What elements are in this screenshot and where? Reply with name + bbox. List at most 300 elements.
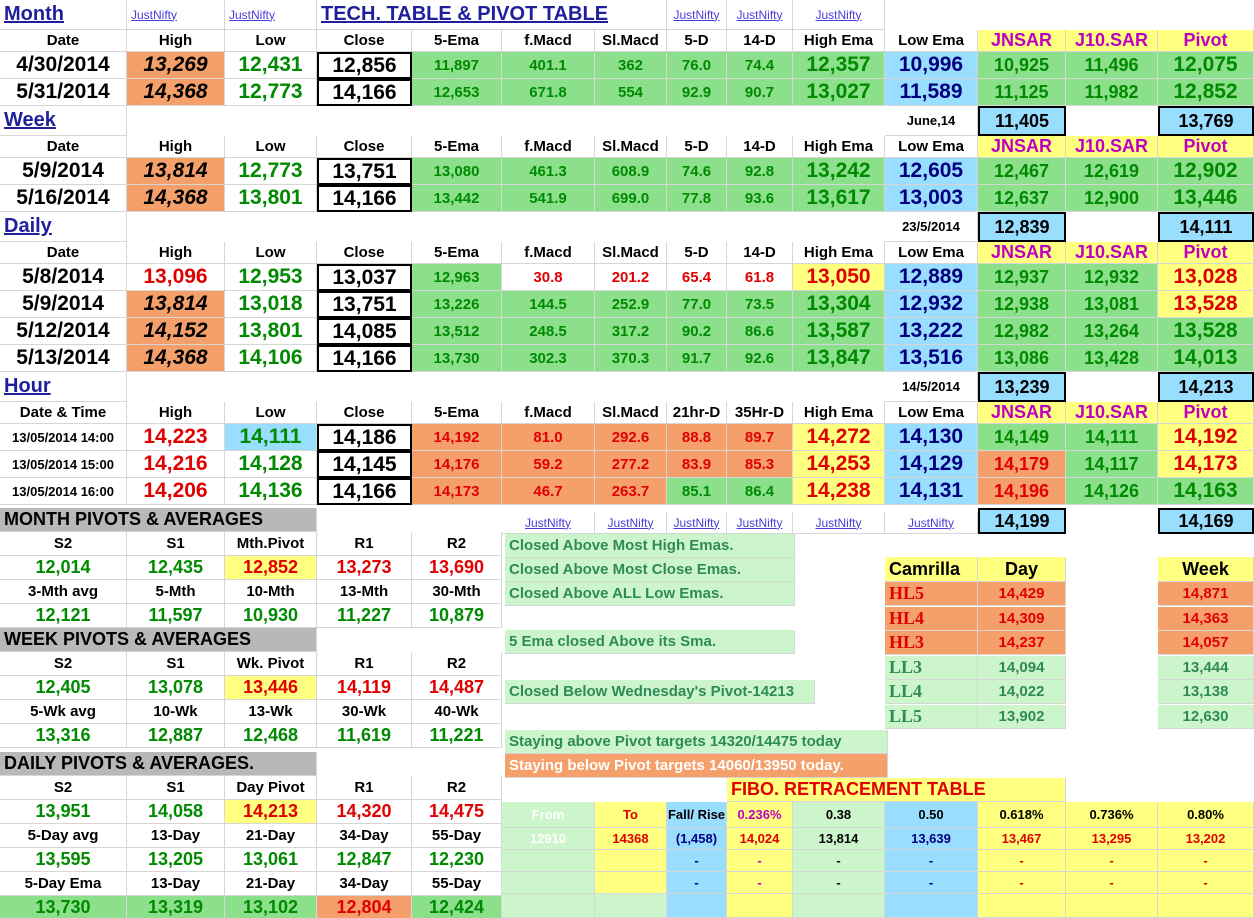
camarilla-level-label: LL3 — [885, 656, 978, 680]
forecast-pivot: 14,213 — [1158, 372, 1254, 402]
cell-high-ema: 13,587 — [793, 318, 885, 345]
cell-d5: 92.9 — [667, 79, 727, 106]
camarilla-day-value: 13,902 — [978, 705, 1066, 729]
col-header-d5: 5-D — [667, 30, 727, 52]
cell-fmacd: 59.2 — [502, 451, 595, 478]
camarilla-day-value: 14,429 — [978, 582, 1066, 606]
cell-jnsar: 14,149 — [978, 424, 1066, 451]
camarilla-day-value: 14,237 — [978, 631, 1066, 655]
cell-high: 14,206 — [127, 478, 225, 505]
camarilla-level-label: HL5 — [885, 582, 978, 606]
fibo-value: 13,639 — [885, 828, 978, 850]
fibo-blank — [595, 850, 667, 872]
cell-low: 13,801 — [225, 185, 317, 212]
cell-d14: 90.7 — [727, 79, 793, 106]
pivot-label: S2 — [0, 532, 127, 556]
cell-slmacd: 263.7 — [595, 478, 667, 505]
cell-d14: 86.6 — [727, 318, 793, 345]
cell-slmacd: 292.6 — [595, 424, 667, 451]
cell-low: 14,136 — [225, 478, 317, 505]
avg-label: 40-Wk — [412, 700, 502, 724]
pivot-label: R2 — [412, 652, 502, 676]
fibo-empty — [978, 894, 1066, 918]
col-header-slmacd: Sl.Macd — [595, 30, 667, 52]
cell-low-ema: 13,003 — [885, 185, 978, 212]
cell-fmacd: 461.3 — [502, 158, 595, 185]
fibo-header: Fall/ Rise — [667, 802, 727, 828]
avg-value: 12,887 — [127, 724, 225, 748]
pivot-value: 12,405 — [0, 676, 127, 700]
ema-label: 21-Day — [225, 872, 317, 896]
col-header-jnsar: JNSAR — [978, 242, 1066, 264]
cell-low-ema: 10,996 — [885, 52, 978, 79]
fibo-value: 13,295 — [1066, 828, 1158, 850]
col-header-close: Close — [317, 30, 412, 52]
cell-pivot: 14,013 — [1158, 345, 1254, 372]
fibo-empty — [595, 894, 667, 918]
cell-d14: 92.6 — [727, 345, 793, 372]
cell-pivot: 14,173 — [1158, 451, 1254, 478]
camarilla-level-label: LL4 — [885, 680, 978, 704]
avg-label: 3-Mth avg — [0, 580, 127, 604]
fibo-header: 0.50 — [885, 802, 978, 828]
cell-ema5: 13,512 — [412, 318, 502, 345]
note: Closed Below Wednesday's Pivot-14213 — [505, 680, 815, 704]
avg-value: 12,847 — [317, 848, 412, 872]
note: Closed Above Most Close Emas. — [505, 558, 795, 582]
camarilla-week-label: Week — [1158, 557, 1254, 582]
cell-high: 14,223 — [127, 424, 225, 451]
pivots-title: DAILY PIVOTS & AVERAGES. — [0, 752, 317, 776]
avg-label: 5-Mth — [127, 580, 225, 604]
fibo-blank: - — [978, 872, 1066, 894]
justnifty-link[interactable]: JustNifty — [885, 512, 978, 534]
camarilla-week-value: 14,057 — [1158, 631, 1254, 655]
cell-date: 13/05/2014 14:00 — [0, 424, 127, 451]
col-header-close: Close — [317, 136, 412, 158]
justnifty-link[interactable]: JustNifty — [225, 0, 317, 30]
cell-high: 14,368 — [127, 345, 225, 372]
avg-label: 13-Mth — [317, 580, 412, 604]
cell-d5: 85.1 — [667, 478, 727, 505]
cell-slmacd: 252.9 — [595, 291, 667, 318]
pivot-value: 13,951 — [0, 800, 127, 824]
cell-slmacd: 362 — [595, 52, 667, 79]
cell-j10sar: 13,081 — [1066, 291, 1158, 318]
cell-high-ema: 13,027 — [793, 79, 885, 106]
avg-value: 11,221 — [412, 724, 502, 748]
ema-label: 5-Day Ema — [0, 872, 127, 896]
ema-label: 13-Day — [127, 872, 225, 896]
ema-value: 13,730 — [0, 896, 127, 918]
cell-d5: 76.0 — [667, 52, 727, 79]
pivot-value: 12,852 — [225, 556, 317, 580]
cell-close: 14,166 — [317, 79, 412, 106]
col-header-ema5: 5-Ema — [412, 242, 502, 264]
col-header-d5: 5-D — [667, 242, 727, 264]
fibo-blank: - — [727, 872, 793, 894]
camarilla-week-value: 14,363 — [1158, 607, 1254, 631]
col-header-close: Close — [317, 242, 412, 264]
fibo-blank: - — [793, 850, 885, 872]
avg-value: 12,121 — [0, 604, 127, 628]
cell-high-ema: 14,253 — [793, 451, 885, 478]
col-header-ema5: 5-Ema — [412, 30, 502, 52]
cell-low-ema: 13,516 — [885, 345, 978, 372]
cell-low-ema: 12,605 — [885, 158, 978, 185]
fibo-blank: - — [667, 872, 727, 894]
col-header-high: High — [127, 402, 225, 424]
forecast-pivot: 13,769 — [1158, 106, 1254, 136]
col-header-high: High — [127, 136, 225, 158]
fibo-empty — [885, 894, 978, 918]
fibo-empty — [1158, 894, 1254, 918]
note: 5 Ema closed Above its Sma. — [505, 630, 795, 654]
cell-d5: 88.8 — [667, 424, 727, 451]
cell-low-ema: 14,130 — [885, 424, 978, 451]
ema-value: 13,319 — [127, 896, 225, 918]
cell-pivot: 12,852 — [1158, 79, 1254, 106]
ema-value: 13,102 — [225, 896, 317, 918]
cell-close: 13,037 — [317, 264, 412, 291]
pivots-title: WEEK PIVOTS & AVERAGES — [0, 628, 317, 652]
justnifty-link[interactable]: JustNifty — [595, 512, 667, 534]
pivot-label: R1 — [317, 652, 412, 676]
cell-j10sar: 14,126 — [1066, 478, 1158, 505]
pivot-label: R2 — [412, 776, 502, 800]
cell-close: 13,751 — [317, 158, 412, 185]
cell-close: 14,085 — [317, 318, 412, 345]
cell-fmacd: 541.9 — [502, 185, 595, 212]
cell-high-ema: 12,357 — [793, 52, 885, 79]
cell-date: 5/9/2014 — [0, 291, 127, 318]
cell-d5: 90.2 — [667, 318, 727, 345]
cell-jnsar: 10,925 — [978, 52, 1066, 79]
cell-date: 5/8/2014 — [0, 264, 127, 291]
cell-low-ema: 12,889 — [885, 264, 978, 291]
cell-j10sar: 14,117 — [1066, 451, 1158, 478]
cell-low: 14,111 — [225, 424, 317, 451]
col-header-d14: 14-D — [727, 242, 793, 264]
cell-ema5: 13,080 — [412, 158, 502, 185]
cell-jnsar: 12,938 — [978, 291, 1066, 318]
fibo-value: 13,467 — [978, 828, 1066, 850]
section-title-week: Week — [0, 106, 127, 136]
avg-value: 11,597 — [127, 604, 225, 628]
col-header-jnsar: JNSAR — [978, 136, 1066, 158]
cell-slmacd: 608.9 — [595, 158, 667, 185]
cell-ema5: 14,173 — [412, 478, 502, 505]
pivot-value: 12,435 — [127, 556, 225, 580]
camarilla-week-value: 13,138 — [1158, 680, 1254, 704]
justnifty-link[interactable]: JustNifty — [667, 0, 727, 30]
cell-fmacd: 302.3 — [502, 345, 595, 372]
col-header-low-ema: Low Ema — [885, 136, 978, 158]
cell-pivot: 12,075 — [1158, 52, 1254, 79]
avg-value: 10,879 — [412, 604, 502, 628]
pivot-label: R1 — [317, 776, 412, 800]
avg-value: 11,619 — [317, 724, 412, 748]
pivot-label: Wk. Pivot — [225, 652, 317, 676]
ema-label: 34-Day — [317, 872, 412, 896]
cell-jnsar: 14,179 — [978, 451, 1066, 478]
cell-high: 13,814 — [127, 291, 225, 318]
cell-j10sar: 11,982 — [1066, 79, 1158, 106]
cell-jnsar: 12,937 — [978, 264, 1066, 291]
fibo-blank — [595, 872, 667, 894]
avg-label: 10-Wk — [127, 700, 225, 724]
col-header-pivot: Pivot — [1158, 402, 1254, 424]
cell-slmacd: 317.2 — [595, 318, 667, 345]
pivot-value: 13,446 — [225, 676, 317, 700]
camarilla-day-value: 14,022 — [978, 680, 1066, 704]
col-header-low: Low — [225, 402, 317, 424]
fibo-header: 0.38 — [793, 802, 885, 828]
fibo-blank: - — [885, 850, 978, 872]
fibo-empty — [667, 894, 727, 918]
fibo-empty — [1066, 894, 1158, 918]
avg-label: 34-Day — [317, 824, 412, 848]
col-header-high: High — [127, 242, 225, 264]
cell-high-ema: 14,272 — [793, 424, 885, 451]
forecast-date: 23/5/2014 — [885, 212, 978, 242]
pivot-value: 14,320 — [317, 800, 412, 824]
col-header-j10sar: J10.SAR — [1066, 242, 1158, 264]
forecast-jnsar: 12,839 — [978, 212, 1066, 242]
justnifty-link[interactable]: JustNifty — [502, 512, 595, 534]
cell-high: 14,368 — [127, 185, 225, 212]
camarilla-level-label: HL4 — [885, 607, 978, 631]
col-header-ema5: 5-Ema — [412, 402, 502, 424]
col-header-slmacd: Sl.Macd — [595, 136, 667, 158]
fibo-blank — [502, 850, 595, 872]
forecast-pivot: 14,169 — [1158, 508, 1254, 534]
ema-value: 12,804 — [317, 896, 412, 918]
cell-fmacd: 81.0 — [502, 424, 595, 451]
fibo-blank: - — [978, 850, 1066, 872]
fibo-header: 0.80% — [1158, 802, 1254, 828]
col-header-high-ema: High Ema — [793, 242, 885, 264]
camarilla-day-value: 14,309 — [978, 607, 1066, 631]
fibo-blank: - — [1066, 872, 1158, 894]
fibo-blank: - — [727, 850, 793, 872]
col-header-date: Date — [0, 136, 127, 158]
cell-d5: 91.7 — [667, 345, 727, 372]
cell-high: 14,152 — [127, 318, 225, 345]
avg-value: 13,061 — [225, 848, 317, 872]
col-header-hr35: 35Hr-D — [727, 402, 793, 424]
cell-high: 14,216 — [127, 451, 225, 478]
justnifty-link[interactable]: JustNifty — [667, 512, 727, 534]
justnifty-link[interactable]: JustNifty — [727, 0, 793, 30]
cell-pivot: 14,192 — [1158, 424, 1254, 451]
justnifty-link[interactable]: JustNifty — [793, 512, 885, 534]
col-header-pivot: Pivot — [1158, 30, 1254, 52]
avg-value: 10,930 — [225, 604, 317, 628]
cell-pivot: 13,528 — [1158, 291, 1254, 318]
forecast-pivot: 14,111 — [1158, 212, 1254, 242]
cell-j10sar: 13,264 — [1066, 318, 1158, 345]
fibo-empty — [793, 894, 885, 918]
cell-d14: 73.5 — [727, 291, 793, 318]
col-header-low: Low — [225, 242, 317, 264]
cell-d5: 77.8 — [667, 185, 727, 212]
avg-label: 30-Mth — [412, 580, 502, 604]
sheet-title: TECH. TABLE & PIVOT TABLE — [317, 0, 667, 30]
col-header-fmacd: f.Macd — [502, 136, 595, 158]
cell-d14: 74.4 — [727, 52, 793, 79]
avg-label: 5-Wk avg — [0, 700, 127, 724]
fibo-empty — [727, 894, 793, 918]
cell-d14: 61.8 — [727, 264, 793, 291]
cell-j10sar: 12,932 — [1066, 264, 1158, 291]
cell-date: 13/05/2014 15:00 — [0, 451, 127, 478]
camarilla-week-value: 14,871 — [1158, 582, 1254, 606]
cell-j10sar: 12,619 — [1066, 158, 1158, 185]
col-header-high-ema: High Ema — [793, 402, 885, 424]
pivot-label: Day Pivot — [225, 776, 317, 800]
pivot-value: 13,078 — [127, 676, 225, 700]
camarilla-week-value: 13,444 — [1158, 656, 1254, 680]
fibo-header: 0.618% — [978, 802, 1066, 828]
cell-ema5: 13,442 — [412, 185, 502, 212]
cell-date: 5/16/2014 — [0, 185, 127, 212]
pivot-label: S1 — [127, 652, 225, 676]
cell-low: 13,801 — [225, 318, 317, 345]
cell-date: 4/30/2014 — [0, 52, 127, 79]
col-header-slmacd: Sl.Macd — [595, 402, 667, 424]
cell-slmacd: 554 — [595, 79, 667, 106]
cell-ema5: 12,653 — [412, 79, 502, 106]
col-header-fmacd: f.Macd — [502, 242, 595, 264]
col-header-high: High — [127, 30, 225, 52]
note: Staying below Pivot targets 14060/13950 today. — [505, 754, 888, 778]
fibo-value: 12910 — [502, 828, 595, 850]
avg-label: 13-Day — [127, 824, 225, 848]
note: Closed Above Most High Emas. — [505, 534, 795, 558]
note: Closed Above ALL Low Emas. — [505, 582, 795, 606]
forecast-date: 14/5/2014 — [885, 372, 978, 402]
cell-d14: 86.4 — [727, 478, 793, 505]
justnifty-link[interactable]: JustNifty — [127, 0, 225, 30]
justnifty-link[interactable]: JustNifty — [727, 512, 793, 534]
camarilla-level-label: HL3 — [885, 631, 978, 655]
cell-low: 14,128 — [225, 451, 317, 478]
pivot-label: S1 — [127, 776, 225, 800]
avg-label: 21-Day — [225, 824, 317, 848]
fibo-blank: - — [667, 850, 727, 872]
pivot-label: S1 — [127, 532, 225, 556]
cell-d5: 65.4 — [667, 264, 727, 291]
cell-jnsar: 14,196 — [978, 478, 1066, 505]
avg-label: 30-Wk — [317, 700, 412, 724]
avg-value: 13,205 — [127, 848, 225, 872]
pivot-value: 14,487 — [412, 676, 502, 700]
cell-close: 14,145 — [317, 451, 412, 478]
cell-slmacd: 699.0 — [595, 185, 667, 212]
section-title-month: Month — [0, 0, 127, 30]
cell-date: 5/12/2014 — [0, 318, 127, 345]
cell-d5: 74.6 — [667, 158, 727, 185]
avg-value: 12,468 — [225, 724, 317, 748]
fibo-value: 13,202 — [1158, 828, 1254, 850]
cell-d14: 85.3 — [727, 451, 793, 478]
cell-ema5: 14,192 — [412, 424, 502, 451]
col-header-fmacd: f.Macd — [502, 402, 595, 424]
cell-low: 12,431 — [225, 52, 317, 79]
cell-fmacd: 248.5 — [502, 318, 595, 345]
col-header-jnsar: JNSAR — [978, 402, 1066, 424]
fibo-blank: - — [793, 872, 885, 894]
pivot-value: 13,273 — [317, 556, 412, 580]
cell-close: 14,186 — [317, 424, 412, 451]
fibo-title: FIBO. RETRACEMENT TABLE — [727, 778, 1066, 802]
fibo-header: 0.236% — [727, 802, 793, 828]
cell-high: 13,269 — [127, 52, 225, 79]
fibo-blank — [502, 872, 595, 894]
camarilla-level-label: LL5 — [885, 705, 978, 729]
cell-fmacd: 30.8 — [502, 264, 595, 291]
pivot-label: R2 — [412, 532, 502, 556]
avg-label: 10-Mth — [225, 580, 317, 604]
fibo-value: 14368 — [595, 828, 667, 850]
cell-low-ema: 13,222 — [885, 318, 978, 345]
col-header-ema5: 5-Ema — [412, 136, 502, 158]
cell-low-ema: 14,131 — [885, 478, 978, 505]
cell-high-ema: 14,238 — [793, 478, 885, 505]
justnifty-link[interactable]: JustNifty — [793, 0, 885, 30]
fibo-value: (1,458) — [667, 828, 727, 850]
fibo-blank: - — [1158, 850, 1254, 872]
ema-label: 55-Day — [412, 872, 502, 896]
col-header-high-ema: High Ema — [793, 136, 885, 158]
forecast-jnsar: 14,199 — [978, 508, 1066, 534]
cell-pivot: 14,163 — [1158, 478, 1254, 505]
cell-high: 13,096 — [127, 264, 225, 291]
cell-jnsar: 11,125 — [978, 79, 1066, 106]
avg-label: 13-Wk — [225, 700, 317, 724]
fibo-empty — [502, 894, 595, 918]
col-header-jnsar: JNSAR — [978, 30, 1066, 52]
cell-high-ema: 13,050 — [793, 264, 885, 291]
cell-slmacd: 201.2 — [595, 264, 667, 291]
cell-low: 12,773 — [225, 158, 317, 185]
fibo-blank: - — [1066, 850, 1158, 872]
fibo-blank: - — [1158, 872, 1254, 894]
avg-value: 13,316 — [0, 724, 127, 748]
col-header-low-ema: Low Ema — [885, 402, 978, 424]
col-header-pivot: Pivot — [1158, 136, 1254, 158]
cell-jnsar: 12,982 — [978, 318, 1066, 345]
section-title-hour: Hour — [0, 372, 127, 402]
cell-d14: 93.6 — [727, 185, 793, 212]
cell-date: 13/05/2014 16:00 — [0, 478, 127, 505]
forecast-date: June,14 — [885, 106, 978, 136]
cell-high: 14,368 — [127, 79, 225, 106]
cell-low: 12,953 — [225, 264, 317, 291]
camarilla-day-label: Day — [978, 557, 1066, 582]
pivot-value: 14,475 — [412, 800, 502, 824]
pivot-label: S2 — [0, 652, 127, 676]
avg-label: 5-Day avg — [0, 824, 127, 848]
col-header-date: Date — [0, 30, 127, 52]
cell-j10sar: 11,496 — [1066, 52, 1158, 79]
cell-d14: 89.7 — [727, 424, 793, 451]
col-header-d14: 14-D — [727, 30, 793, 52]
cell-high-ema: 13,617 — [793, 185, 885, 212]
col-header-d5: 5-D — [667, 136, 727, 158]
cell-slmacd: 370.3 — [595, 345, 667, 372]
